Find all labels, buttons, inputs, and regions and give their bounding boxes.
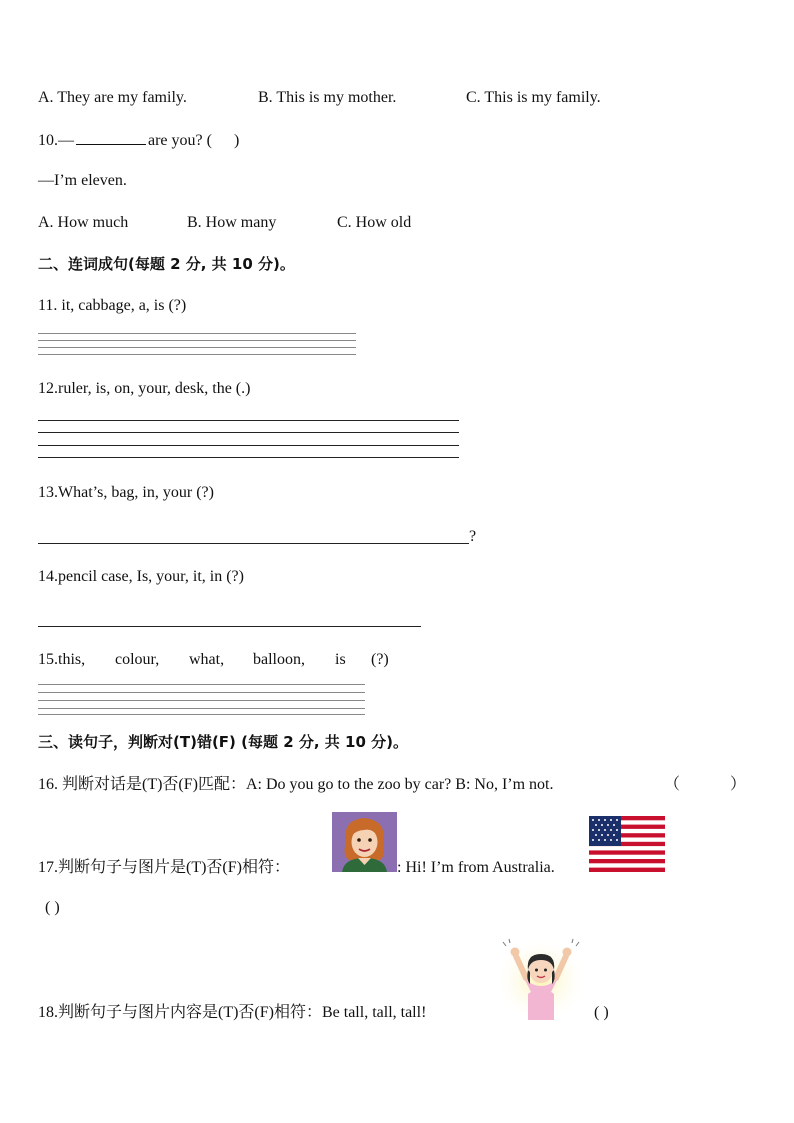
q13-answer-line[interactable] (38, 543, 469, 544)
usa-flag-icon (589, 816, 665, 872)
q18-answer-paren[interactable]: ( ) (594, 1004, 609, 1021)
q16-text: 16. 判断对话是(T)否(F)匹配：A: Do you go to the zoo by car? B: No, I’m not. (38, 776, 554, 793)
q12-prompt: 12.ruler, is, on, your, desk, the (.) (38, 380, 251, 397)
q15-word: is (335, 651, 346, 668)
q9-option-c: C. This is my family. (466, 89, 601, 106)
q15-word: 15.this, (38, 651, 86, 668)
q16-paren-open: （ (664, 776, 681, 793)
q9-option-b: B. This is my mother. (258, 89, 397, 106)
q10-text: are you? ( (148, 132, 212, 149)
girl-portrait-icon (332, 812, 397, 872)
girl-cheering-icon (498, 936, 584, 1020)
q10-option-b: B. How many (187, 214, 277, 231)
q17-answer-paren[interactable]: ( ) (45, 899, 60, 916)
q14-answer-line[interactable] (38, 626, 421, 627)
q16-paren-close: ） (730, 776, 747, 793)
q10-question (38, 130, 239, 151)
q15-word: balloon, (253, 651, 305, 668)
section3-title: 三、读句子，判断对(T)错(F) (每题 2 分, 共 10 分)。 (38, 733, 408, 751)
q15-word: what, (189, 651, 225, 668)
q17-prompt: 17.判断句子与图片是(T)否(F)相符： (38, 859, 290, 876)
q10-option-a: A. How much (38, 214, 129, 231)
q17-sentence: : Hi! I’m from Australia. (397, 859, 555, 876)
q13-question-mark: ? (469, 528, 477, 545)
q16-answer-box[interactable] (684, 775, 730, 795)
q10-answer: —I’m eleven. (38, 172, 127, 189)
q14-prompt: 14.pencil case, Is, your, it, in (?) (38, 568, 244, 585)
q10-option-c: C. How old (337, 214, 412, 231)
q15-word: colour, (115, 651, 160, 668)
q9-option-a: A. They are my family. (38, 89, 187, 106)
q11-prompt: 11. it, cabbage, a, is (?) (38, 297, 187, 314)
q10-close-paren: ) (233, 132, 240, 149)
q15-word: (?) (371, 651, 389, 668)
q18-text: 18.判断句子与图片内容是(T)否(F)相符：Be tall, tall, tall! (38, 1004, 427, 1021)
q10-prefix: 10.— (38, 132, 74, 149)
q10-blank[interactable] (76, 130, 146, 145)
q13-prompt: 13.What’s, bag, in, your (?) (38, 484, 214, 501)
section2-title: 二、连词成句(每题 2 分, 共 10 分)。 (38, 255, 295, 273)
